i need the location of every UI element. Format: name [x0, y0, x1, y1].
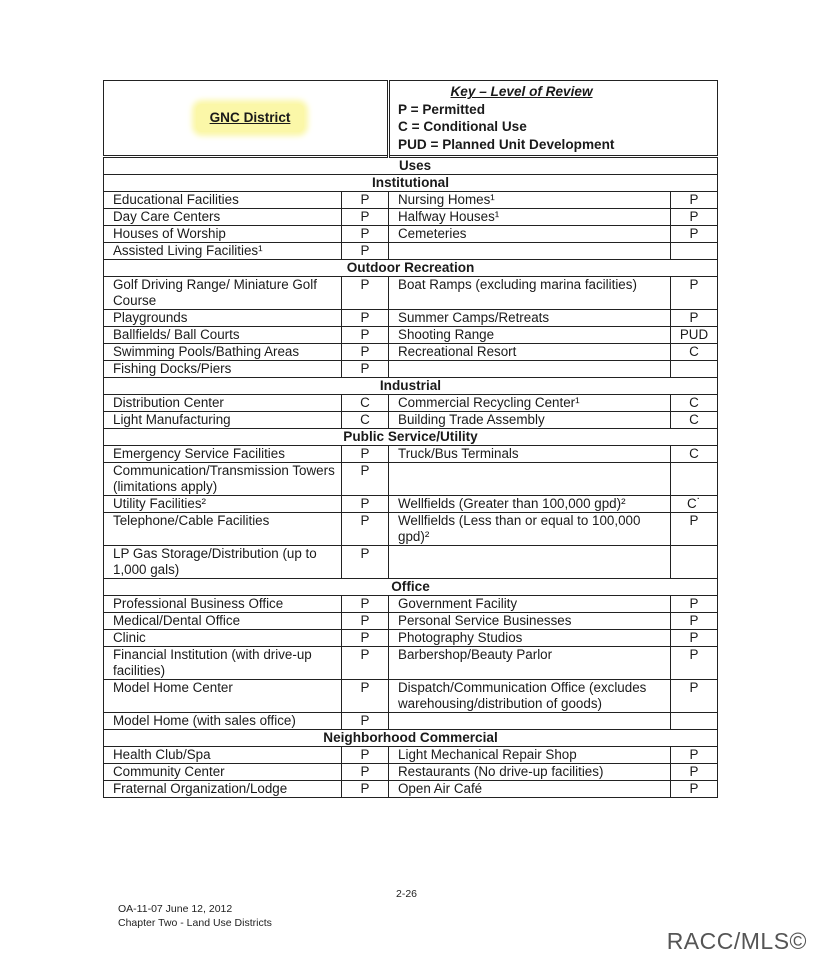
review-code: P [342, 361, 389, 378]
review-code: P [671, 764, 718, 781]
use-name: Financial Institution (with drive-up facilities) [104, 647, 342, 680]
table-row [104, 747, 718, 764]
review-code: C [671, 446, 718, 463]
review-code: P [342, 747, 389, 764]
key-permitted: P = Permitted [398, 101, 486, 117]
review-code: P [671, 209, 718, 226]
review-code: P [342, 310, 389, 327]
review-code: P [342, 546, 389, 579]
review-code [671, 713, 718, 730]
table-row [104, 243, 718, 260]
review-code: P [342, 513, 389, 546]
review-code: P [342, 463, 389, 496]
section-header-row [104, 175, 718, 192]
review-code: P [342, 496, 389, 513]
use-name: Model Home (with sales office) [104, 713, 342, 730]
section-title: Outdoor Recreation [104, 260, 718, 277]
review-code: P [671, 310, 718, 327]
review-code: P [342, 781, 389, 798]
table-row [104, 446, 718, 463]
table-row [104, 713, 718, 730]
review-code: P [671, 680, 718, 713]
use-name: Assisted Living Facilities¹ [104, 243, 342, 260]
section-title: Public Service/Utility [104, 429, 718, 446]
review-code: C [671, 395, 718, 412]
review-key [389, 81, 718, 157]
header-row [104, 81, 718, 157]
uses-row [104, 157, 718, 175]
review-code: P [342, 613, 389, 630]
section-title: Office [104, 579, 718, 596]
use-name: Summer Camps/Retreats [389, 310, 671, 327]
use-name: Ballfields/ Ball Courts [104, 327, 342, 344]
mls-watermark: RACC/MLS© [666, 928, 807, 954]
section-header-row [104, 579, 718, 596]
use-name: Photography Studios [389, 630, 671, 647]
section-header-row [104, 378, 718, 395]
use-name [389, 361, 671, 378]
review-code: P [671, 647, 718, 680]
use-name: Government Facility [389, 596, 671, 613]
use-name: Light Manufacturing [104, 412, 342, 429]
review-code: P [671, 613, 718, 630]
use-name: Light Mechanical Repair Shop [389, 747, 671, 764]
table-row [104, 277, 718, 310]
doc-reference: OA-11-07 June 12, 2012 [118, 903, 233, 915]
section-header-row [104, 730, 718, 747]
table-row [104, 496, 718, 513]
review-code: P [342, 764, 389, 781]
review-code: P [342, 243, 389, 260]
review-code: P [671, 513, 718, 546]
use-name [389, 546, 671, 579]
review-code: C [342, 395, 389, 412]
use-name [389, 243, 671, 260]
review-code: P [342, 344, 389, 361]
review-code: PUD [671, 327, 718, 344]
use-name [389, 713, 671, 730]
use-name: Barbershop/Beauty Parlor [389, 647, 671, 680]
section-title: Institutional [104, 175, 718, 192]
review-code: P [342, 226, 389, 243]
review-code: P [671, 226, 718, 243]
review-code: C [671, 344, 718, 361]
use-name: Building Trade Assembly [389, 412, 671, 429]
review-code: C [342, 412, 389, 429]
use-name: Fishing Docks/Piers [104, 361, 342, 378]
review-code: P [342, 446, 389, 463]
use-name: Distribution Center [104, 395, 342, 412]
use-name: Recreational Resort [389, 344, 671, 361]
use-name: Playgrounds [104, 310, 342, 327]
use-name: Halfway Houses¹ [389, 209, 671, 226]
table-row [104, 412, 718, 429]
use-name: Wellfields (Greater than 100,000 gpd)² [389, 496, 671, 513]
review-code: P [342, 596, 389, 613]
use-name: Boat Ramps (excluding marina facilities) [389, 277, 671, 310]
table-row [104, 680, 718, 713]
section-header-row [104, 260, 718, 277]
section-title: Industrial [104, 378, 718, 395]
use-name: Personal Service Businesses [389, 613, 671, 630]
review-code [671, 361, 718, 378]
use-name: Clinic [104, 630, 342, 647]
review-code: P [342, 680, 389, 713]
use-name: Swimming Pools/Bathing Areas [104, 344, 342, 361]
review-code: P [671, 630, 718, 647]
use-name: Model Home Center [104, 680, 342, 713]
review-code: P [342, 713, 389, 730]
review-code: P [342, 192, 389, 209]
table-row [104, 327, 718, 344]
review-code: P [342, 277, 389, 310]
use-name: Shooting Range [389, 327, 671, 344]
use-name: Truck/Bus Terminals [389, 446, 671, 463]
use-name: Community Center [104, 764, 342, 781]
table-row [104, 513, 718, 546]
use-name: Cemeteries [389, 226, 671, 243]
review-code: P [342, 327, 389, 344]
table-row [104, 630, 718, 647]
review-code: P [342, 209, 389, 226]
table-row [104, 463, 718, 496]
district-title: GNC District [196, 104, 305, 132]
chapter-title: Chapter Two - Land Use Districts [118, 917, 272, 929]
use-name: Educational Facilities [104, 192, 342, 209]
table-row [104, 344, 718, 361]
table-row [104, 613, 718, 630]
use-name: Communication/Transmission Towers (limitations apply) [104, 463, 342, 496]
table-row [104, 395, 718, 412]
table-row [104, 361, 718, 378]
district-cell [104, 81, 389, 157]
use-name [389, 463, 671, 496]
table-row [104, 596, 718, 613]
review-code: P [342, 647, 389, 680]
use-name: Houses of Worship [104, 226, 342, 243]
table-row [104, 192, 718, 209]
review-code [671, 463, 718, 496]
use-name: LP Gas Storage/Distribution (up to 1,000 gals) [104, 546, 342, 579]
use-name: Professional Business Office [104, 596, 342, 613]
use-name: Telephone/Cable Facilities [104, 513, 342, 546]
review-code: P [671, 277, 718, 310]
key-title: Key – Level of Review [450, 84, 593, 99]
review-code: P [342, 630, 389, 647]
review-code: C˙ [671, 496, 718, 513]
use-name: Commercial Recycling Center¹ [389, 395, 671, 412]
use-name: Fraternal Organization/Lodge [104, 781, 342, 798]
table-row [104, 546, 718, 579]
review-code [671, 546, 718, 579]
review-code [671, 243, 718, 260]
section-header-row [104, 429, 718, 446]
use-name: Utility Facilities² [104, 496, 342, 513]
review-code: C [671, 412, 718, 429]
table-row [104, 209, 718, 226]
table-row [104, 647, 718, 680]
key-conditional: C = Conditional Use [398, 119, 527, 134]
use-name: Emergency Service Facilities [104, 446, 342, 463]
use-name: Golf Driving Range/ Miniature Golf Course [104, 277, 342, 310]
page-number: 2-26 [396, 888, 418, 900]
table-row [104, 310, 718, 327]
uses-label: Uses [104, 157, 718, 175]
use-name: Open Air Café [389, 781, 671, 798]
table-row [104, 226, 718, 243]
table-row [104, 781, 718, 798]
use-name: Dispatch/Communication Office (excludes warehousing/distribution of goods) [389, 680, 671, 713]
review-code: P [671, 596, 718, 613]
use-name: Wellfields (Less than or equal to 100,000 gpd)² [389, 513, 671, 546]
use-name: Medical/Dental Office [104, 613, 342, 630]
key-pud: PUD = Planned Unit Development [398, 136, 615, 152]
table-row [104, 764, 718, 781]
use-name: Nursing Homes¹ [389, 192, 671, 209]
uses-table [103, 80, 718, 798]
use-name: Health Club/Spa [104, 747, 342, 764]
section-title: Neighborhood Commercial [104, 730, 718, 747]
review-code: P [671, 781, 718, 798]
use-name: Day Care Centers [104, 209, 342, 226]
review-code: P [671, 192, 718, 209]
review-code: P [671, 747, 718, 764]
use-name: Restaurants (No drive-up facilities) [389, 764, 671, 781]
